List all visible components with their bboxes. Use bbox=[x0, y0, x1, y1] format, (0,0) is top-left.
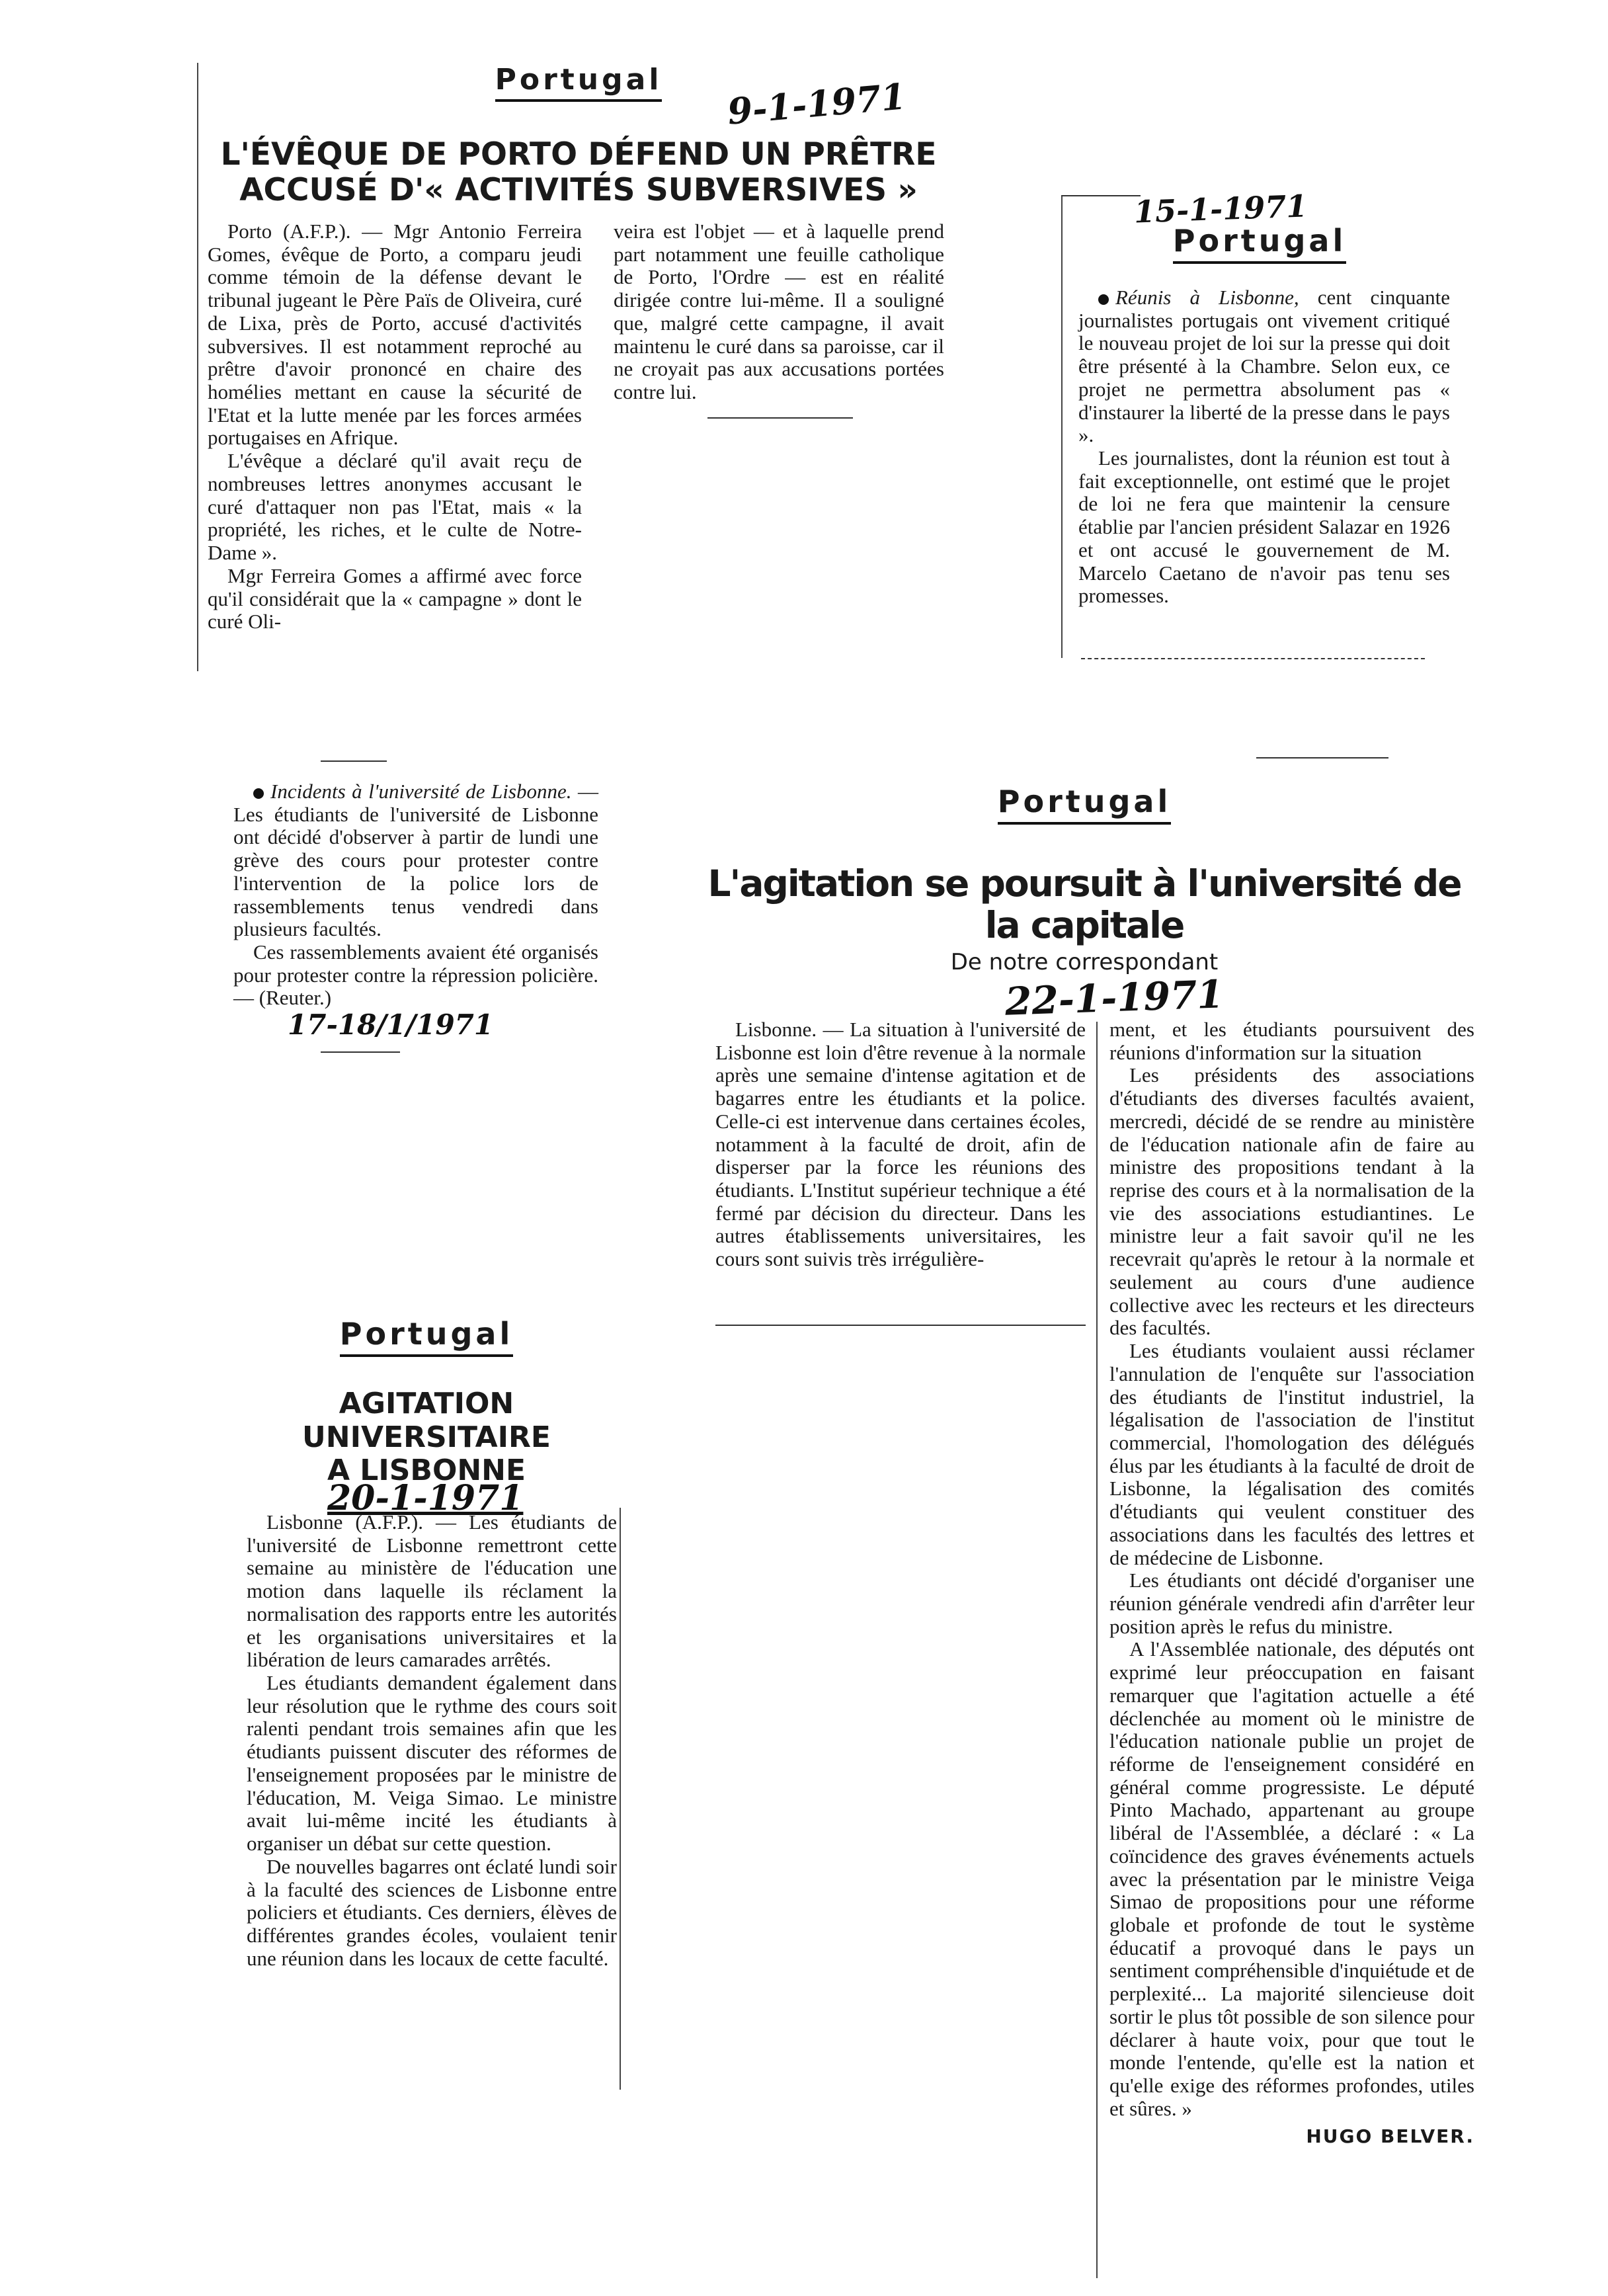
article-headline bbox=[205, 137, 952, 208]
article-incidents bbox=[228, 760, 605, 1058]
paragraph: veira est l'objet — et à laquelle prend part notamment une feuille catholique de Porto, l'Ordre — est en réalité dirigée contre lui-même. Il a souligné que, malgré cette campagne, il avait maintenu le curé dans sa paroisse, car il ne croyait pas aux accusations portées contre lui. bbox=[614, 220, 944, 404]
paragraph bbox=[1078, 286, 1450, 447]
paragraph: L'évêque a déclaré qu'il avait reçu de nombreuses lettres anonymes accusant le curé d'attaquer non pas l'Etat, mais « la propriété, les riches, et le culte de Notre-Dame ». bbox=[208, 449, 582, 565]
article-agitation-capitale bbox=[701, 757, 1481, 2291]
article-kicker bbox=[1061, 223, 1458, 259]
paragraph: Porto (A.F.P.). — Mgr Antonio Ferreira Gomes, évêque de Porto, a comparu jeudi comme témoin de la défense devant le tribunal jugeant le Père Païs de Oliveira, curé de Lixa, près de Porto, accusé d'activités subversives. Il est notamment reproché au prêtre d'avoir prononcé en chaire des homélies mettant en cause la sécurité de l'Etat et la lutte menée par les forces armées portugaises en Afrique. bbox=[208, 220, 582, 450]
column-divider bbox=[1096, 1022, 1098, 2278]
paragraph-rest: cent cinquante journalistes portugais ont vivement critiqué le nouveau projet de loi sur la presse qui doit être présenté à la Chambre. Selon eux, ce projet ne permettra absolument pas « d'instaurer la liberté de la presse dans le pays ». bbox=[1078, 286, 1450, 447]
headline-line-1: AGITATION UNIVERSITAIRE bbox=[302, 1387, 551, 1454]
signature: HUGO BELVER. bbox=[1306, 2125, 1474, 2147]
headline-line-2: ACCUSÉ D'« ACTIVITÉS SUBVERSIVES » bbox=[239, 172, 918, 209]
kicker-text: Portugal bbox=[1173, 223, 1346, 264]
end-rule bbox=[707, 417, 853, 419]
kicker-text: Portugal bbox=[998, 784, 1171, 825]
article-journalistes bbox=[1061, 188, 1458, 671]
article-headline: L'agitation se poursuit à l'université de la capitale bbox=[707, 862, 1461, 947]
headline-line-2: A LISBONNE bbox=[327, 1454, 526, 1488]
column-divider bbox=[197, 63, 198, 671]
kicker-text: Portugal bbox=[495, 63, 663, 102]
article-kicker bbox=[228, 1316, 625, 1352]
paragraph: Mgr Ferreira Gomes a affirmé avec force qu'il considérait que la « campagne » dont le curé Oli- bbox=[208, 563, 582, 634]
paragraph: ment, et les étudiants poursuivent des réunions d'information sur la situation bbox=[1109, 1018, 1474, 1064]
article-body bbox=[233, 780, 598, 1010]
paragraph: Les présidents des associations d'étudiants des diverses facultés avaient, mercredi, décidé de se rendre au ministère de l'éducation nationale afin de faire au ministre des propositions tendant à la reprise des cours et à la normalisation de la vie des associations estudiantines. Le ministre leur a fait savoir qu'il ne les recevrait qu'après le retour à la normale et seulement au cours d'une audience collective avec les recteurs et les directeurs des facultés. bbox=[1109, 1063, 1474, 1340]
end-rule bbox=[1081, 658, 1425, 659]
handwritten-date: 17-18/1/1971 bbox=[288, 1008, 494, 1041]
top-rule bbox=[1256, 757, 1388, 758]
handwritten-date: 15-1-1971 bbox=[1133, 188, 1308, 230]
paragraph: Lisbonne (A.F.P.). — Les étudiants de l'université de Lisbonne remettront cette semaine au ministère de l'éducation une motion dans laquelle ils réclament la normalisation des rapports entre les autorités et les organisations universitaires et la libération de leurs camarades arrêtés. bbox=[247, 1510, 617, 1672]
paragraph: Ces rassemblements avaient été organisés pour protester contre la répression policière. — (Reuter.) bbox=[233, 940, 598, 1010]
article-column-1 bbox=[715, 1018, 1086, 1271]
paragraph: De nouvelles bagarres ont éclaté lundi soir à la faculté des sciences de Lisbonne entre policiers et étudiants. Ces derniers, élèves de différentes grandes écoles, voulaient tenir une réunion dans les locaux de cette faculté. bbox=[247, 1854, 617, 1970]
clip-border-top bbox=[1061, 195, 1141, 196]
paragraph: Les journalistes, dont la réunion est tout à fait exceptionnelle, ont estimé que le projet de loi ne fera que maintenir la censure établie par l'ancien président Salazar en 1926 et ont accusé le gouvernement de M. Marcelo Caetano de n'avoir pas tenu ses promesses. bbox=[1078, 446, 1450, 608]
article-body bbox=[247, 1511, 617, 1970]
lead-italic: Incidents à l'université de Lisbonne. bbox=[270, 780, 572, 803]
article-kicker bbox=[701, 784, 1468, 819]
paragraph bbox=[233, 780, 598, 941]
lead-italic: Réunis à Lisbonne, bbox=[1115, 286, 1299, 309]
article-body bbox=[1078, 286, 1450, 608]
handwritten-date: 22-1-1971 bbox=[1004, 971, 1225, 1024]
handwritten-date: 9-1-1971 bbox=[725, 75, 908, 133]
article-column-2 bbox=[1109, 1018, 1474, 2147]
paragraph: Les étudiants voulaient aussi réclamer l'annulation de l'enquête sur l'association des étudiants de l'institut industriel, la légalisation de l'association de l'institut commercial, l'homologation des délégués élus par les étudiants à la faculté de droit de Lisbonne, la légalisation des comités d'étudiants qui veulent constituer des associations dans les facultés des lettres et de médecine de Lisbonne. bbox=[1109, 1339, 1474, 1569]
clip-border-left bbox=[1061, 195, 1063, 658]
article-agitation-lisbonne bbox=[228, 1316, 625, 2103]
article-headline bbox=[228, 1387, 625, 1488]
bullet-icon bbox=[1098, 294, 1109, 305]
article-column-1 bbox=[208, 220, 582, 634]
kicker-text: Portugal bbox=[340, 1316, 513, 1357]
paragraph-rest: — Les étudiants de l'université de Lisbonne ont décidé d'observer à partir de lundi une grève des cours pour protester contre l'intervention de la police lors de rassemblements tenus vendredi dans plusieurs facultés. bbox=[233, 780, 599, 941]
article-eveque-porto bbox=[205, 63, 952, 698]
end-rule bbox=[321, 1051, 400, 1053]
column-end-rule bbox=[715, 1325, 1086, 1326]
paragraph: A l'Assemblée nationale, des députés ont exprimé leur préoccupation en faisant remarquer que l'agitation actuelle a été déclenchée au moment où le ministre de l'éducation nationale publie un projet de réforme de l'enseignement considéré en général comme progressiste. Le député Pinto Machado, appartenant au groupe libéral de l'Assemblée, a déclaré : « La coïncidence des graves événements actuels avec la présentation par le ministre Veiga Simao de propositions pour une réforme globale et profonde de tout le système éducatif a provoqué dans le pays un sentiment compréhensible d'inquiétude et de perplexité... La majorité silencieuse doit sortir le plus tôt possible de son silence pour déclarer à haute voix, pour que tout le monde l'entende, qu'elle est la nation et qu'elle exige des réformes profondes, utiles et sûres. » bbox=[1109, 1637, 1474, 2120]
paragraph: Les étudiants demandent également dans leur résolution que le rythme des cours soit ralenti pendant trois semaines afin que les étudiants puissent discuter des réformes de l'enseignement proposées par le ministre de l'éducation, M. Veiga Simao. Le ministre avait lui-même incité les étudiants à organiser un débat sur cette question. bbox=[247, 1671, 617, 1856]
subhead: De notre correspondant bbox=[950, 949, 1219, 975]
clip-border-right bbox=[620, 1508, 621, 2090]
bullet-icon bbox=[253, 788, 264, 799]
handwritten-date: 20-1-1971 bbox=[327, 1478, 524, 1518]
article-column-2 bbox=[614, 220, 944, 404]
top-rule bbox=[321, 760, 387, 762]
headline-line-1: L'ÉVÊQUE DE PORTO DÉFEND UN PRÊTRE bbox=[220, 136, 937, 173]
paragraph: Lisbonne. — La situation à l'université de Lisbonne est loin d'être revenue à la normale après une semaine d'intense agitation et de bagarres entre les étudiants et la police. Celle-ci est intervenue dans certaines écoles, notamment à la faculté de droit, afin de disperser par la force les réunions des étudiants. L'Institut supérieur technique a été fermé par décision du directeur. Dans les autres établissements universitaires, les cours sont suivis très irrégulière- bbox=[715, 1018, 1086, 1271]
paragraph: Les étudiants ont décidé d'organiser une réunion générale vendredi afin d'arrêter leur position après le refus du ministre. bbox=[1109, 1569, 1474, 1638]
